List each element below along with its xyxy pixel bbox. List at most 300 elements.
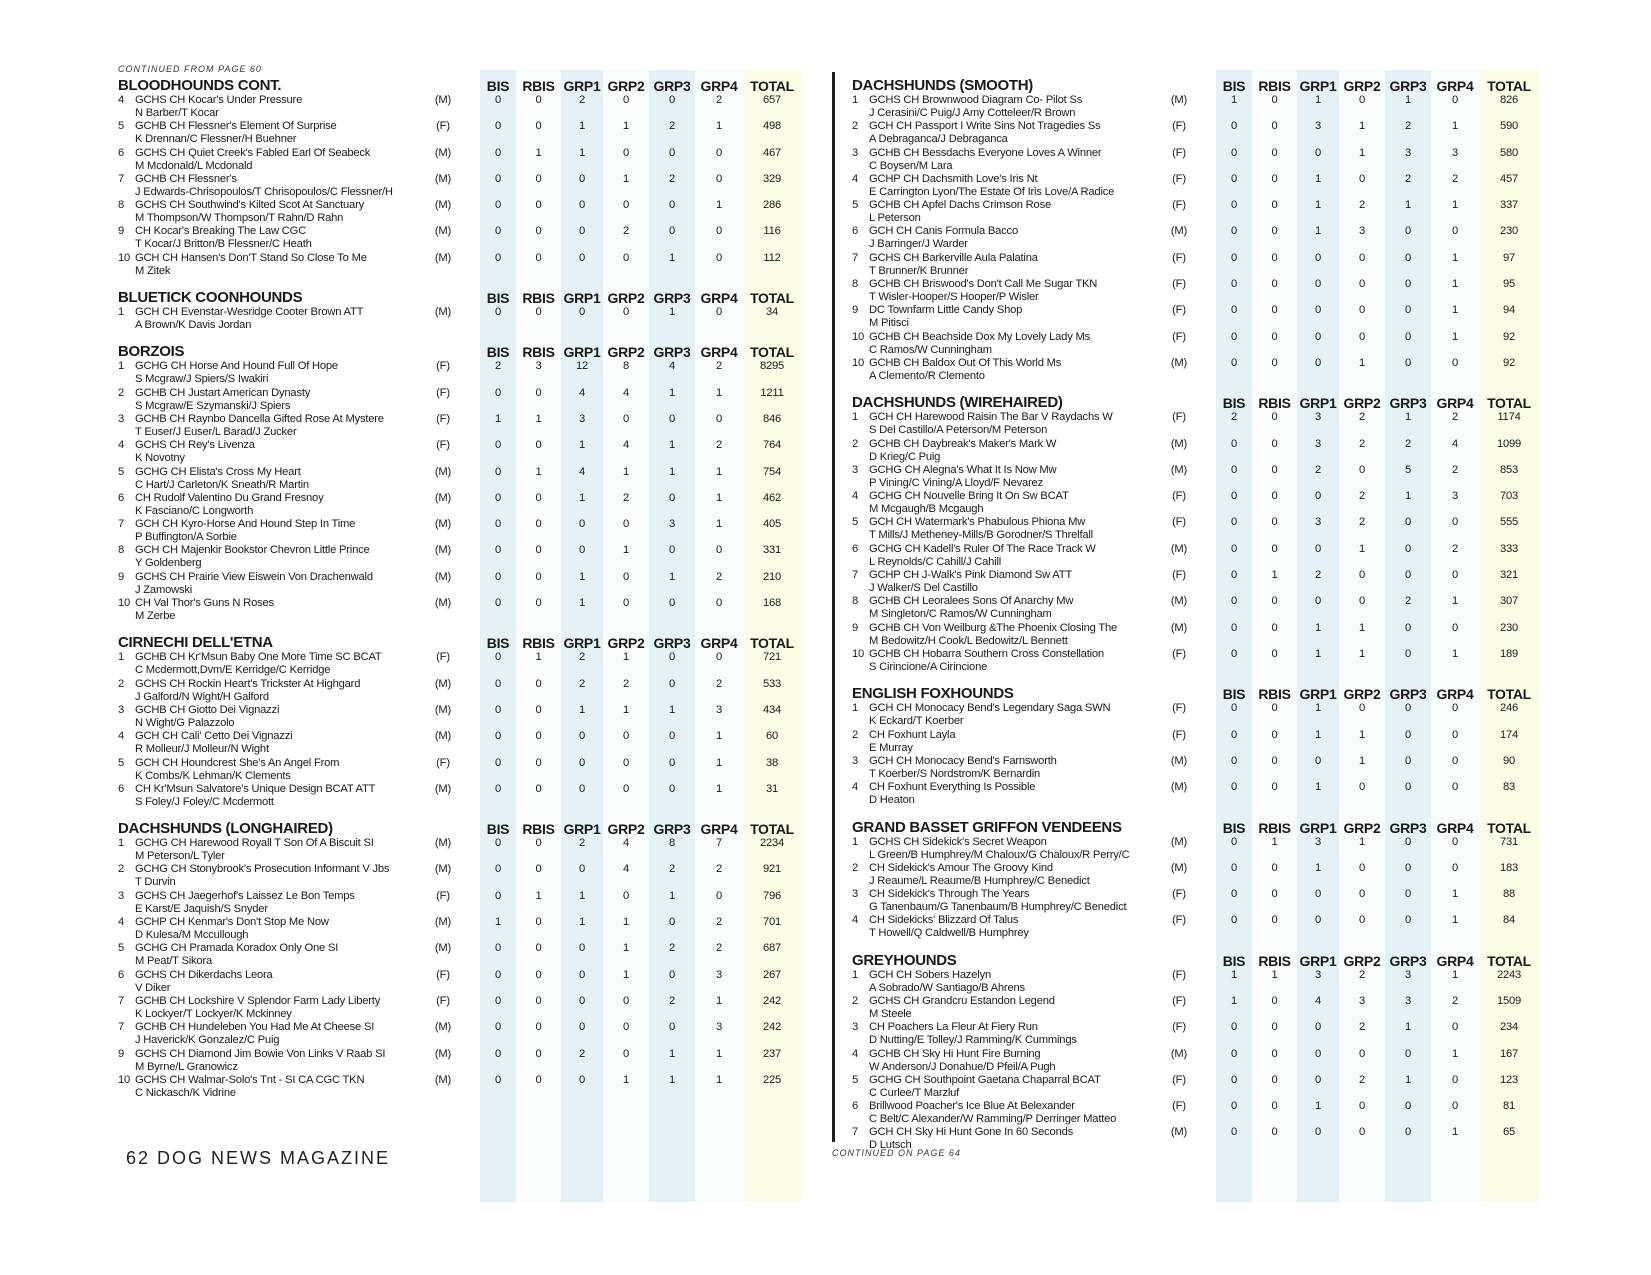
- grp4-value: 0: [715, 597, 723, 610]
- right-column: [852, 0, 1542, 1275]
- rank-number: 4: [852, 172, 859, 185]
- grp3-value: 0: [1404, 1126, 1412, 1139]
- rbis-value: 0: [535, 994, 542, 1007]
- bis-value: 0: [494, 889, 502, 902]
- owners-handlers: S Del Castillo/A Peterson/M Peterson: [869, 424, 1048, 437]
- grp3-value: 1: [668, 465, 676, 478]
- owners-handlers: Y Goldenberg: [135, 557, 202, 570]
- grp3-value: 1: [668, 889, 676, 902]
- grp2-value: 4: [622, 863, 630, 876]
- grp4-value: 0: [1451, 1100, 1459, 1113]
- owners-handlers: M Steele: [869, 1007, 912, 1020]
- total-header: TOTAL: [1487, 819, 1531, 836]
- sex-label: (M): [434, 172, 452, 185]
- grp1-value: 3: [1314, 835, 1322, 848]
- dog-name: GCH CH Evenstar-Wesridge Cooter Brown ATT: [135, 306, 364, 319]
- total-value: 731: [1499, 835, 1519, 848]
- grp3-value: 1: [668, 439, 676, 452]
- bis-value: 0: [1230, 437, 1238, 450]
- ranking-row: [118, 120, 806, 146]
- owners-handlers: E Carrington Lyon/The Estate Of Iris Love/A Radice: [869, 185, 1115, 198]
- rbis-value: 0: [535, 439, 542, 452]
- total-value: 34: [765, 306, 779, 319]
- grp4-header: GRP4: [1436, 952, 1474, 969]
- rbis-header: RBIS: [1258, 395, 1291, 412]
- rank-number: 6: [118, 146, 125, 159]
- rbis-value: 0: [1271, 595, 1278, 608]
- bis-value: 0: [494, 225, 502, 238]
- rbis-value: 0: [1271, 120, 1278, 133]
- rank-number: 1: [852, 835, 859, 848]
- dog-name: GCH CH Watermark's Phabulous Phiona Mw: [869, 516, 1086, 529]
- rank-number: 1: [852, 94, 859, 106]
- grp1-header: GRP1: [1299, 686, 1337, 703]
- grp2-value: 1: [622, 942, 630, 955]
- grp3-value: 1: [668, 703, 676, 716]
- grp3-header: GRP3: [1389, 78, 1427, 94]
- bis-value: 0: [494, 1073, 502, 1086]
- rbis-value: 1: [535, 412, 542, 425]
- grp1-value: 12: [575, 360, 589, 373]
- dog-name: GCH CH Sobers Hazelyn: [869, 968, 992, 981]
- grp3-value: 1: [1404, 1073, 1412, 1086]
- rank-number: 4: [118, 916, 125, 929]
- owners-handlers: J Zamowski: [135, 583, 193, 596]
- total-value: 457: [1499, 172, 1519, 185]
- grp4-value: 0: [1451, 516, 1459, 529]
- rbis-value: 0: [1271, 199, 1278, 212]
- ranking-row: [852, 888, 1542, 914]
- section-header: [852, 953, 1542, 969]
- rank-number: 2: [852, 437, 859, 450]
- rbis-value: 0: [535, 837, 542, 850]
- rank-number: 2: [118, 386, 125, 399]
- sex-label: (F): [1172, 702, 1186, 715]
- sex-label: (F): [436, 756, 450, 769]
- bis-header: BIS: [486, 78, 510, 94]
- total-value: 846: [762, 412, 782, 425]
- grp2-header: GRP2: [607, 290, 645, 307]
- owners-handlers: K Fasciano/C Longworth: [135, 504, 254, 517]
- ranking-row: [852, 914, 1542, 940]
- dog-name: GCHB CH Sky Hi Hunt Fire Burning: [869, 1047, 1041, 1060]
- ranking-row: [852, 1074, 1542, 1100]
- dog-name: DC Townfarm Little Candy Shop: [869, 304, 1023, 317]
- grp1-value: 2: [578, 94, 586, 106]
- grp2-value: 0: [622, 597, 630, 610]
- grp2-value: 2: [1358, 1021, 1366, 1034]
- grp1-value: 0: [578, 863, 586, 876]
- bis-value: 0: [494, 994, 502, 1007]
- section-header: [118, 344, 806, 360]
- rank-number: 5: [852, 199, 859, 212]
- owners-handlers: T Euser/J Euser/L Barad/J Zucker: [135, 425, 297, 438]
- rank-number: 10: [118, 251, 131, 264]
- sex-label: (F): [1172, 994, 1186, 1007]
- grp4-value: 4: [1451, 437, 1459, 450]
- dog-name: GCHS CH Walmar-Solo's Tnt - SI CA CGC TKN: [135, 1073, 365, 1086]
- total-header: TOTAL: [750, 344, 794, 361]
- total-value: 434: [762, 703, 782, 716]
- total-value: 2243: [1496, 968, 1522, 981]
- bis-value: 0: [1230, 861, 1238, 874]
- dog-name: GCHB CH Von Weilburg &The Phoenix Closing The: [869, 621, 1118, 634]
- sex-label: (M): [434, 225, 452, 238]
- grp4-value: 1: [715, 120, 723, 133]
- grp1-value: 3: [1314, 120, 1322, 133]
- breed-title: CIRNECHI DELL'ETNA: [118, 634, 273, 652]
- grp1-value: 2: [578, 651, 586, 664]
- sex-label: (F): [1172, 251, 1186, 264]
- grp1-header: GRP1: [1299, 395, 1337, 412]
- bis-value: 0: [1230, 702, 1238, 715]
- rbis-value: 0: [535, 756, 542, 769]
- bis-header: BIS: [486, 344, 510, 361]
- rank-number: 8: [852, 278, 859, 291]
- rbis-header: RBIS: [1258, 78, 1291, 94]
- grp3-value: 0: [1404, 304, 1412, 317]
- bis-value: 0: [494, 518, 502, 531]
- bis-value: 0: [494, 120, 502, 133]
- page-footer: 62 DOG NEWS MAGAZINE: [126, 1148, 391, 1168]
- rbis-value: 0: [1271, 94, 1278, 106]
- grp4-value: 3: [1451, 490, 1459, 503]
- ranking-row: [118, 466, 806, 492]
- grp4-value: 1: [1451, 595, 1459, 608]
- rank-number: 9: [118, 570, 125, 583]
- grp2-value: 0: [622, 782, 630, 795]
- grp1-value: 1: [1314, 621, 1322, 634]
- sex-label: (F): [1172, 728, 1186, 741]
- rbis-value: 0: [535, 863, 542, 876]
- bis-value: 0: [494, 570, 502, 583]
- rank-number: 8: [118, 544, 125, 557]
- grp1-value: 0: [1314, 251, 1322, 264]
- grp1-value: 4: [578, 465, 586, 478]
- bis-value: 0: [494, 968, 502, 981]
- dog-name: CH Foxhunt Layla: [869, 728, 956, 741]
- grp2-value: 0: [1358, 251, 1366, 264]
- rbis-value: 0: [535, 199, 542, 212]
- total-value: 167: [1499, 1047, 1519, 1060]
- rbis-value: 0: [535, 518, 542, 531]
- rbis-value: 0: [1271, 702, 1278, 715]
- grp2-value: 0: [622, 94, 630, 106]
- total-value: 286: [762, 199, 782, 212]
- bis-value: 0: [494, 146, 502, 159]
- grp1-value: 0: [578, 306, 586, 319]
- rbis-value: 0: [535, 677, 542, 690]
- grp3-value: 1: [1404, 1021, 1412, 1034]
- owners-handlers: M Singleton/C Ramos/W Cunningham: [869, 608, 1052, 621]
- grp3-value: 0: [668, 199, 676, 212]
- owners-handlers: J Walker/S Del Castillo: [869, 582, 978, 595]
- bis-header: BIS: [1222, 686, 1246, 703]
- sex-label: (F): [436, 386, 450, 399]
- grp1-value: 1: [1314, 702, 1322, 715]
- grp2-value: 2: [1358, 1073, 1366, 1086]
- bis-header: BIS: [1222, 78, 1246, 94]
- grp2-value: 1: [1358, 835, 1366, 848]
- owners-handlers: K Novotny: [135, 452, 185, 465]
- rank-number: 9: [118, 1047, 125, 1060]
- bis-value: 0: [1230, 172, 1238, 185]
- total-value: 687: [762, 942, 782, 955]
- dog-name: GCHS CH Kocar's Under Pressure: [135, 94, 303, 106]
- grp3-value: 0: [668, 1021, 676, 1034]
- total-value: 754: [762, 465, 782, 478]
- grp1-header: GRP1: [563, 290, 601, 307]
- grp1-value: 1: [1314, 861, 1322, 874]
- rbis-value: 1: [1271, 968, 1278, 981]
- dog-name: GCHG CH Harewood Royall T Son Of A Biscuit SI: [135, 837, 374, 850]
- rank-number: 5: [118, 942, 125, 955]
- bis-value: 0: [494, 1021, 502, 1034]
- grp4-header: GRP4: [700, 344, 738, 361]
- ranking-row: [118, 916, 806, 942]
- rbis-header: RBIS: [1258, 819, 1291, 836]
- bis-value: 0: [494, 94, 502, 106]
- grp4-value: 0: [1451, 754, 1459, 767]
- owners-handlers: P Buffington/A Sorbie: [135, 531, 237, 544]
- grp3-header: GRP3: [653, 635, 691, 652]
- grp2-value: 0: [622, 994, 630, 1007]
- total-value: 580: [1499, 146, 1519, 159]
- owners-handlers: A Brown/K Davis Jordan: [135, 319, 252, 332]
- ranking-row: [852, 755, 1542, 781]
- grp1-value: 1: [578, 146, 586, 159]
- bis-value: 0: [1230, 330, 1238, 343]
- left-column: [118, 0, 806, 1275]
- owners-handlers: P Vining/C Vining/A Lloyd/F Nevarez: [869, 476, 1043, 489]
- grp4-value: 1: [715, 756, 723, 769]
- rank-number: 9: [852, 304, 859, 317]
- owners-handlers: K Combs/K Lehman/K Clements: [135, 769, 291, 782]
- grp2-value: 1: [622, 916, 630, 929]
- total-value: 331: [762, 544, 782, 557]
- rbis-header: RBIS: [1258, 952, 1291, 969]
- dog-name: CH Sidekick's Amour The Groovy Kind: [869, 861, 1053, 874]
- sex-label: (F): [1172, 1073, 1186, 1086]
- total-value: 333: [1499, 542, 1519, 555]
- rbis-value: 0: [535, 491, 542, 504]
- total-value: 225: [762, 1073, 782, 1086]
- grp4-value: 1: [1451, 251, 1459, 264]
- grp4-value: 2: [715, 677, 723, 690]
- rbis-value: 1: [535, 146, 542, 159]
- grp1-value: 1: [578, 439, 586, 452]
- grp1-value: 1: [578, 597, 586, 610]
- dog-name: GCHG CH Elista's Cross My Heart: [135, 465, 301, 478]
- grp4-value: 0: [1451, 621, 1459, 634]
- breed-section: [118, 344, 806, 623]
- owners-handlers: M Thompson/W Thompson/T Rahn/D Rahn: [135, 212, 344, 225]
- owners-handlers: S Foley/J Foley/C Mcdermott: [135, 795, 274, 808]
- grp3-value: 2: [1404, 437, 1412, 450]
- grp4-value: 1: [715, 518, 723, 531]
- bis-value: 1: [1230, 968, 1238, 981]
- rank-number: 7: [118, 994, 125, 1007]
- grp3-value: 4: [668, 360, 676, 373]
- dog-name: GCHB CH Leoralees Sons Of Anarchy Mw: [869, 595, 1074, 608]
- owners-handlers: C Ramos/W Cunningham: [869, 343, 992, 356]
- owners-handlers: T Mills/J Metheney-Mills/B Gorodner/S Threlfall: [869, 529, 1093, 542]
- grp2-value: 0: [1358, 463, 1366, 476]
- rbis-value: 0: [1271, 278, 1278, 291]
- bis-value: 0: [1230, 199, 1238, 212]
- owners-handlers: C Hart/J Carleton/K Sneath/R Martin: [135, 478, 309, 491]
- ranking-row: [852, 622, 1542, 648]
- total-value: 65: [1502, 1126, 1516, 1139]
- breed-section: [118, 78, 806, 278]
- sex-label: (M): [1170, 595, 1188, 608]
- rbis-value: 0: [1271, 437, 1278, 450]
- rank-number: 1: [852, 702, 859, 715]
- ranking-row: [852, 836, 1542, 862]
- sex-label: (F): [1172, 490, 1186, 503]
- grp2-header: GRP2: [607, 78, 645, 94]
- owners-handlers: J Reaume/L Reaume/B Humphrey/C Benedict: [869, 874, 1090, 887]
- sex-label: (M): [1170, 1126, 1188, 1139]
- owners-handlers: S Mcgraw/J Spiers/S Iwakiri: [135, 373, 269, 386]
- grp2-value: 2: [1358, 490, 1366, 503]
- sex-label: (M): [434, 782, 452, 795]
- rank-number: 4: [852, 781, 859, 794]
- grp3-value: 1: [1404, 411, 1412, 424]
- rank-number: 7: [852, 251, 859, 264]
- ranking-row: [852, 969, 1542, 995]
- bis-value: 0: [1230, 251, 1238, 264]
- grp4-value: 1: [715, 994, 723, 1007]
- total-value: 38: [765, 756, 779, 769]
- total-value: 764: [762, 439, 782, 452]
- grp2-value: 1: [622, 1073, 630, 1086]
- rbis-value: 0: [1271, 1073, 1278, 1086]
- sex-label: (F): [1172, 888, 1186, 901]
- rbis-value: 0: [1271, 1100, 1278, 1113]
- ranking-row: [118, 518, 806, 544]
- grp1-value: 0: [578, 518, 586, 531]
- ranking-row: [852, 1021, 1542, 1047]
- rbis-value: 0: [535, 597, 542, 610]
- rbis-value: 0: [1271, 1021, 1278, 1034]
- dog-name: CH Poachers La Fleur At Fiery Run: [869, 1021, 1038, 1034]
- rbis-value: 0: [1271, 754, 1278, 767]
- grp3-value: 0: [1404, 702, 1412, 715]
- total-value: 555: [1499, 516, 1519, 529]
- grp1-value: 1: [1314, 225, 1322, 238]
- owners-handlers: M Bedowitz/H Cook/L Bedowitz/L Bennett: [869, 634, 1068, 647]
- bis-value: 0: [494, 1047, 502, 1060]
- rbis-value: 0: [535, 782, 542, 795]
- grp4-value: 3: [715, 703, 723, 716]
- grp2-value: 0: [622, 1047, 630, 1060]
- rbis-value: 0: [1271, 463, 1278, 476]
- grp3-value: 0: [668, 491, 676, 504]
- bis-value: 0: [1230, 278, 1238, 291]
- grp3-value: 0: [668, 597, 676, 610]
- grp2-header: GRP2: [1343, 395, 1381, 412]
- sex-label: (F): [1172, 120, 1186, 133]
- rank-number: 6: [118, 782, 125, 795]
- breed-section: [852, 395, 1542, 674]
- rbis-value: 1: [535, 465, 542, 478]
- dog-name: GCHB CH Raynbo Dancella Gifted Rose At Mystere: [135, 412, 384, 425]
- bis-value: 1: [1230, 994, 1238, 1007]
- breed-section: [852, 78, 1542, 383]
- owners-handlers: L Reynolds/C Cahill/J Cahill: [869, 555, 1002, 568]
- grp3-header: GRP3: [1389, 819, 1427, 836]
- grp1-value: 0: [578, 544, 586, 557]
- grp2-value: 0: [1358, 861, 1366, 874]
- rank-number: 3: [852, 463, 859, 476]
- bis-value: 0: [1230, 1100, 1238, 1113]
- sex-label: (M): [1170, 463, 1188, 476]
- rbis-value: 0: [1271, 225, 1278, 238]
- grp1-value: 4: [1314, 994, 1322, 1007]
- dog-name: CH Sidekicks' Blizzard Of Talus: [869, 914, 1019, 927]
- total-value: 237: [762, 1047, 782, 1060]
- dog-name: GCHS CH Jaegerhof's Laissez Le Bon Temps: [135, 889, 355, 902]
- grp4-value: 2: [715, 863, 723, 876]
- grp4-value: 1: [715, 199, 723, 212]
- grp2-value: 0: [1358, 172, 1366, 185]
- sex-label: (M): [1170, 94, 1188, 106]
- rank-number: 4: [852, 1047, 859, 1060]
- total-header: TOTAL: [750, 78, 794, 94]
- total-value: 94: [1502, 304, 1516, 317]
- grp4-value: 1: [1451, 1047, 1459, 1060]
- total-value: 1211: [760, 386, 784, 399]
- total-header: TOTAL: [1487, 78, 1531, 94]
- ranking-row: [852, 438, 1542, 464]
- grp2-value: 0: [1358, 94, 1366, 106]
- bis-value: 0: [1230, 304, 1238, 317]
- grp3-value: 0: [1404, 781, 1412, 794]
- grp2-value: 0: [622, 730, 630, 743]
- rbis-header: RBIS: [522, 635, 555, 652]
- rank-number: 6: [852, 225, 859, 238]
- grp3-value: 1: [668, 570, 676, 583]
- total-value: 168: [762, 597, 782, 610]
- sex-label: (M): [434, 465, 452, 478]
- grp4-value: 2: [715, 942, 723, 955]
- total-value: 242: [762, 1021, 782, 1034]
- grp3-value: 0: [1404, 914, 1412, 927]
- rbis-value: 0: [535, 942, 542, 955]
- grp1-value: 0: [578, 756, 586, 769]
- grp4-value: 0: [1451, 94, 1459, 106]
- owners-handlers: V Diker: [135, 981, 171, 994]
- grp1-value: 0: [1314, 490, 1322, 503]
- grp2-value: 1: [622, 465, 630, 478]
- grp1-value: 0: [578, 1073, 586, 1086]
- total-value: 533: [762, 677, 782, 690]
- rbis-value: 0: [535, 172, 542, 185]
- grp4-header: GRP4: [700, 821, 738, 838]
- rank-number: 3: [852, 754, 859, 767]
- grp2-value: 3: [1358, 994, 1366, 1007]
- grp3-value: 1: [668, 1073, 676, 1086]
- ranking-row: [118, 597, 806, 623]
- grp2-value: 1: [1358, 356, 1366, 369]
- grp1-value: 1: [1314, 94, 1322, 106]
- section-header: [852, 686, 1542, 702]
- grp4-value: 2: [1451, 542, 1459, 555]
- dog-name: GCHB CH Hobarra Southern Cross Constellation: [869, 647, 1104, 660]
- dog-name: GCHB CH Hundeleben You Had Me At Cheese SI: [135, 1021, 375, 1034]
- dog-name: GCHS CH Sidekick's Secret Weapon: [869, 835, 1047, 848]
